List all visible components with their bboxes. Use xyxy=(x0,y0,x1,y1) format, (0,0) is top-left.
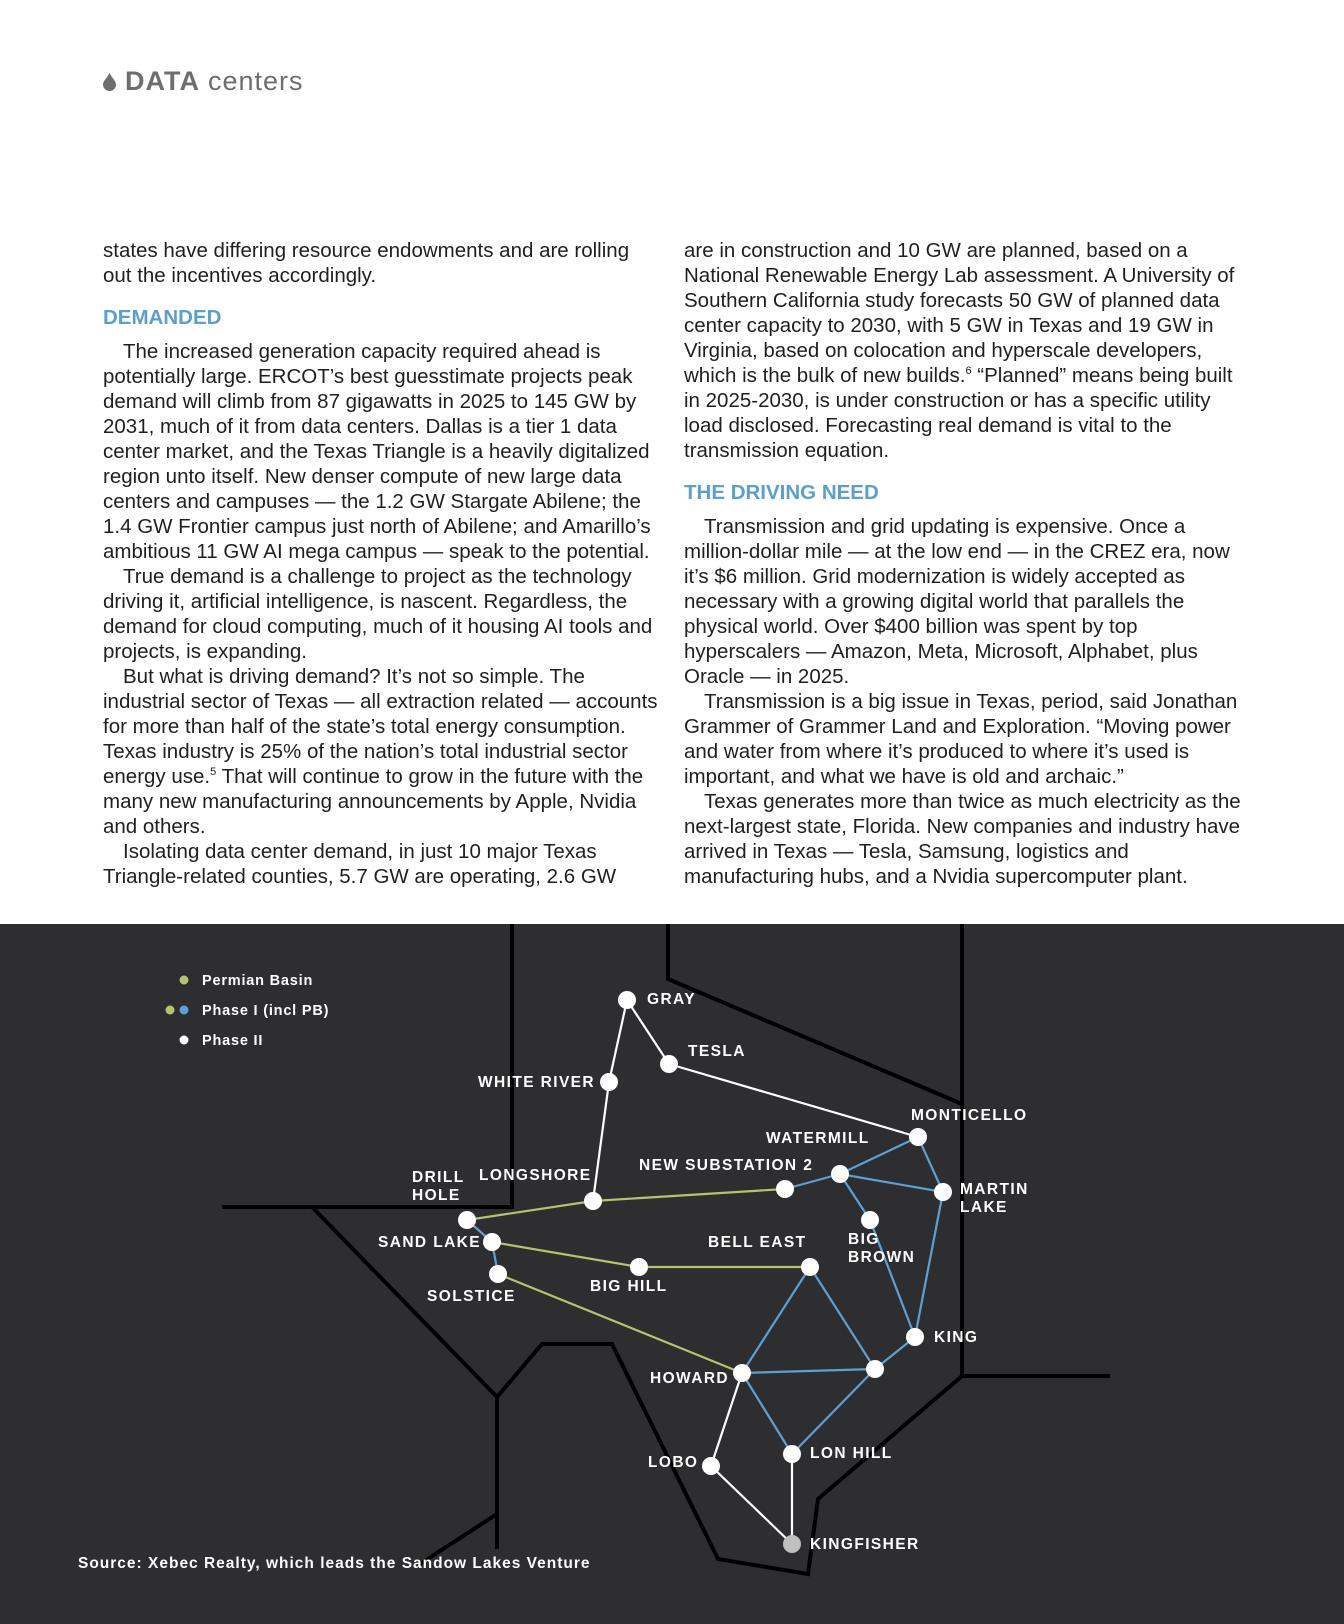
map-graphic xyxy=(0,924,1344,1624)
node-lon-hill xyxy=(783,1445,801,1463)
label-king: KING xyxy=(934,1329,979,1346)
phase1-lines xyxy=(467,1137,943,1454)
node-big-brown xyxy=(861,1211,879,1229)
legend-dot-phase2 xyxy=(180,1036,189,1045)
label-drill: DRILL xyxy=(412,1169,465,1186)
label-kingfisher: KINGFISHER xyxy=(810,1536,920,1553)
node-kingfisher xyxy=(783,1535,801,1553)
map-legend xyxy=(166,973,330,1049)
permian-line xyxy=(492,1242,639,1267)
paragraph: The increased generation capacity required ahead is potentially large. ERCOT’s best guesstimate projects peak demand will climb from 87 gigawatts in 2025 to 145 GW by 2031, much of it from data centers. Dallas is a tier 1 data center market, and the Texas Triangle is a heavily digitalized region unto itself. New denser compute of new large data centers and campuses — the 1.2 GW Stargate Abilene; the 1.4 GW Frontier campus just north of Abilene; and Amarillo’s ambitious 11 GW AI mega campus — speak to the potential. xyxy=(103,340,651,563)
label-monticello: MONTICELLO xyxy=(911,1107,1028,1124)
label-solstice: SOLSTICE xyxy=(427,1288,516,1305)
phase2-line xyxy=(711,1466,792,1544)
node-tesla xyxy=(660,1055,678,1073)
node-white-river xyxy=(600,1073,618,1091)
paragraph: Texas generates more than twice as much electricity as the next-largest state, Florida. New companies and industry have arrived in Texas — Tesla, Samsung, logistics and manufacturing hubs, and a Nvidia supercomputer plant. xyxy=(684,790,1241,888)
node-martin-lake xyxy=(934,1183,952,1201)
phase1-line xyxy=(792,1369,875,1454)
article-column-left xyxy=(103,238,663,889)
phase2-line xyxy=(593,1082,609,1201)
phase1-line xyxy=(915,1192,943,1337)
node-king xyxy=(906,1328,924,1346)
boundary-line xyxy=(497,1344,1110,1574)
permian-line xyxy=(593,1189,785,1201)
label-lobo: LOBO xyxy=(648,1454,699,1471)
section-title-bold: DATA xyxy=(125,66,200,96)
paragraph-text: are in construction and 10 GW are planned, based on a National Renewable Energy Lab assessment. A University of Southern California study forecasts 50 GW of planned data center capacity to 2030, with 5 GW in Texas and 19 GW in Virginia, based on colocation and hyperscale developers, which is the bulk of new builds. xyxy=(684,239,1235,387)
node-howard xyxy=(733,1364,751,1382)
label-watermill: WATERMILL xyxy=(766,1130,870,1147)
label-hole: HOLE xyxy=(412,1187,461,1204)
footnote-marker: 6 xyxy=(965,365,972,378)
paragraph: Transmission is a big issue in Texas, period, said Jonathan Grammer of Grammer Land and Exploration. “Moving power and water from where it’s produced to where it’s used is important, and what we have is old and archaic.” xyxy=(684,690,1238,788)
label-lon-hill: LON HILL xyxy=(810,1445,893,1462)
legend-dot-phase1-green xyxy=(166,1006,175,1015)
subheading-demanded: DEMANDED xyxy=(103,306,222,329)
label-bell-east: BELL EAST xyxy=(708,1234,807,1251)
node-sand-lake xyxy=(483,1233,501,1251)
footnote-marker: 5 xyxy=(210,766,217,779)
legend-phase2: Phase II xyxy=(202,1033,264,1049)
phase1-line xyxy=(742,1369,875,1373)
node-drill-hole xyxy=(458,1211,476,1229)
label-sand-lake: SAND LAKE xyxy=(378,1234,482,1251)
label-new-substation-2: NEW SUBSTATION 2 xyxy=(639,1157,814,1174)
paragraph-text: That will continue to grow in the future with the many new manufacturing announcements by Apple, Nvidia and others. xyxy=(103,765,644,838)
paragraph: True demand is a challenge to project as the technology driving it, artificial intelligence, is nascent. Regardless, the demand for cloud computing, much of it housing AI tools and projects, is expanding. xyxy=(103,565,653,663)
legend-dot-permian xyxy=(180,976,189,985)
legend-permian: Permian Basin xyxy=(202,973,314,989)
phase1-line xyxy=(918,1137,943,1192)
node-new-substation-2 xyxy=(776,1180,794,1198)
legend-phase1: Phase I (incl PB) xyxy=(202,1003,330,1019)
paragraph-text: But what is driving demand? It’s not so simple. The industrial sector of Texas — all extraction related — accounts for more than half of the state’s total energy consumption. Texas industry is 25% of the nation’s total industrial sector energy use. xyxy=(103,665,658,788)
label-howard: HOWARD xyxy=(650,1370,730,1387)
boundary-line xyxy=(222,924,512,1207)
node-big-hill xyxy=(630,1258,648,1276)
label-white-river: WHITE RIVER xyxy=(478,1074,596,1091)
paragraph: Transmission and grid updating is expensive. Once a million-dollar mile — at the low end — in the CREZ era, now it’s $6 million. Grid modernization is widely accepted as necessary with a growing digital world that parallels the physical world. Over $400 billion was spent by top hyperscalers — Amazon, Meta, Microsoft, Alphabet, plus Oracle — in 2025. xyxy=(684,515,1230,688)
label-big: BIG xyxy=(848,1231,880,1248)
permian-line xyxy=(467,1201,593,1220)
subheading-driving-need: THE DRIVING NEED xyxy=(684,481,879,504)
paragraph xyxy=(103,664,663,839)
label-martin: MARTIN xyxy=(960,1181,1029,1198)
node-junction xyxy=(866,1360,884,1378)
phase2-line xyxy=(609,1000,627,1082)
paragraph-text: “Planned” means being built in 2025-2030, is under construction or has a specific utility load disclosed. Forecasting real demand is vital to the transmission equation. xyxy=(684,364,1233,462)
legend-dot-phase1-blue xyxy=(180,1006,189,1015)
phase1-line xyxy=(810,1267,875,1369)
label-tesla: TESLA xyxy=(688,1043,746,1060)
node-monticello xyxy=(909,1128,927,1146)
section-header xyxy=(103,66,304,97)
section-title-rest: centers xyxy=(207,66,304,96)
node-gray xyxy=(618,991,636,1009)
paragraph xyxy=(684,238,1244,463)
label-big-hill: BIG HILL xyxy=(590,1278,668,1295)
phase1-line xyxy=(840,1174,943,1192)
phase2-line xyxy=(669,1064,918,1137)
phase1-line xyxy=(742,1267,810,1373)
paragraph: states have differing resource endowments and are rolling out the incentives accordingly. xyxy=(103,239,630,287)
map-source: Source: Xebec Realty, which leads the Sandow Lakes Venture xyxy=(78,1555,591,1572)
article-column-right xyxy=(684,238,1244,889)
drop-icon xyxy=(103,73,116,91)
label-lake: LAKE xyxy=(960,1199,1008,1216)
phase1-line xyxy=(742,1373,792,1454)
label-gray: GRAY xyxy=(647,991,696,1008)
node-bell-east xyxy=(801,1258,819,1276)
phase2-line xyxy=(627,1000,669,1064)
node-solstice xyxy=(489,1265,507,1283)
boundary-lines xyxy=(222,924,1110,1574)
node-watermill xyxy=(831,1165,849,1183)
paragraph: Isolating data center demand, in just 10 major Texas Triangle-related counties, 5.7 GW are operating, 2.6 GW xyxy=(103,840,617,888)
label-brown: BROWN xyxy=(848,1249,916,1266)
node-longshore xyxy=(584,1192,602,1210)
label-longshore: LONGSHORE xyxy=(479,1167,592,1184)
transmission-map xyxy=(0,924,1344,1624)
node-lobo xyxy=(702,1457,720,1475)
